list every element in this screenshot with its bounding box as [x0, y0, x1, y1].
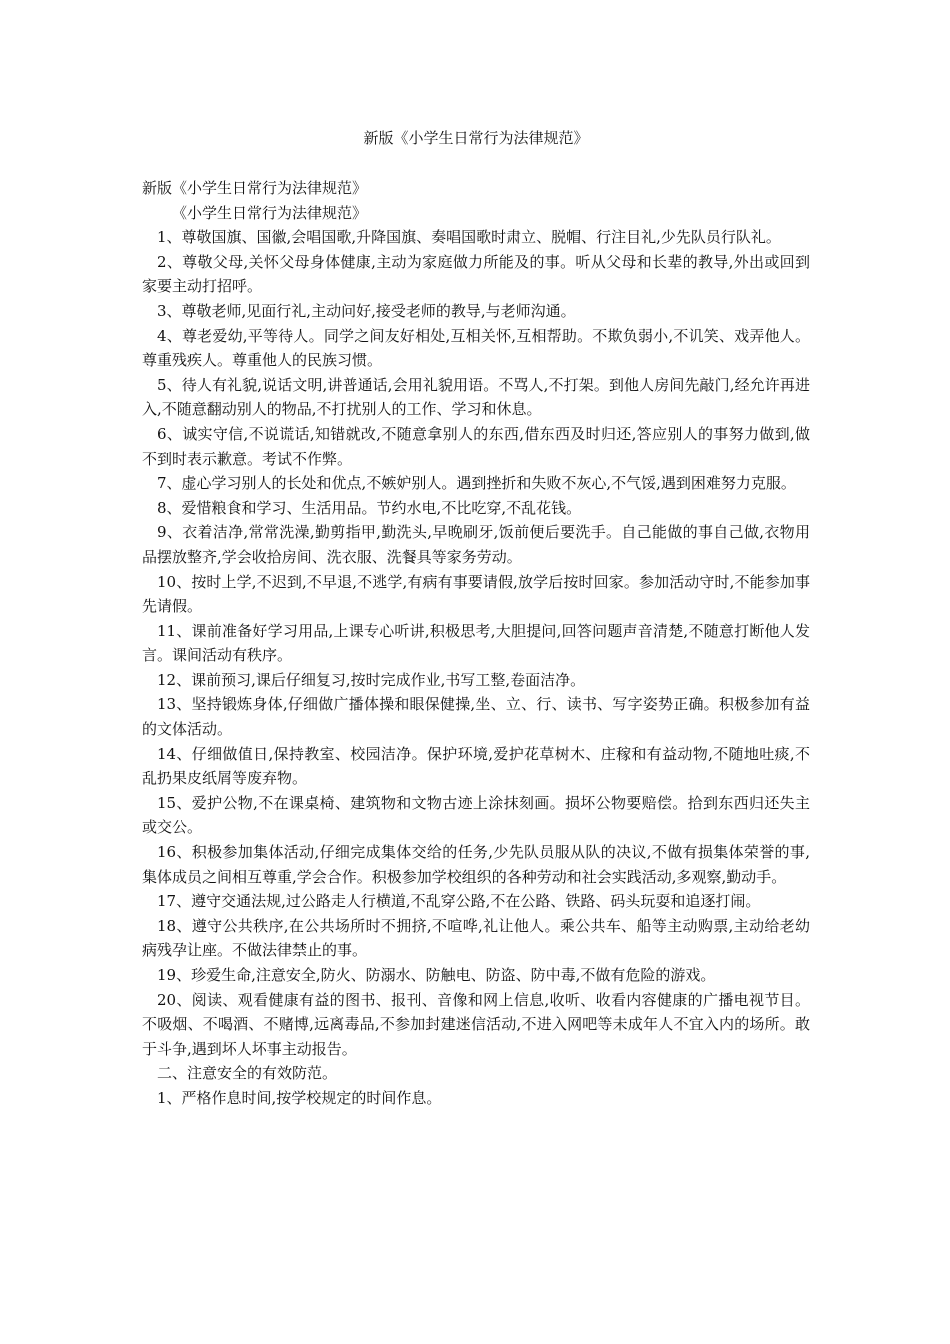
rule-item-13: 13、坚持锻炼身体,仔细做广播体操和眼保健操,坐、立、行、读书、写字姿势正确。积极参加有益的文体活动。	[142, 695, 810, 739]
rule-item-10: 10、按时上学,不迟到,不早退,不逃学,有病有事要请假,放学后按时回家。参加活动守时,不能参加事先请假。	[142, 572, 810, 616]
rule-item-17: 17、遵守交通法规,过公路走人行横道,不乱穿公路,不在公路、铁路、码头玩耍和追逐打闹。	[157, 892, 761, 911]
rule-item-7: 7、虚心学习别人的长处和优点,不嫉妒别人。遇到挫折和失败不灰心,不气馁,遇到困难努力克服。	[157, 474, 796, 493]
rule-item-3: 3、尊敬老师,见面行礼,主动问好,接受老师的教导,与老师沟通。	[157, 301, 576, 320]
rule-item-6: 6、诚实守信,不说谎话,知错就改,不随意拿别人的东西,借东西及时归还,答应别人的事努力做到,做不到时表示歉意。考试不作弊。	[142, 424, 810, 468]
heading-line: 新版《小学生日常行为法律规范》	[142, 179, 368, 197]
rule-item-15: 15、爱护公物,不在课桌椅、建筑物和文物古迹上涂抹刻画。损坏公物要赔偿。拾到东西归还失主或交公。	[142, 793, 810, 837]
rule-item-5: 5、待人有礼貌,说话文明,讲普通话,会用礼貌用语。不骂人,不打架。到他人房间先敲门,经允许再进入,不随意翻动别人的物品,不打扰别人的工作、学习和休息。	[142, 375, 810, 419]
rule-item-18: 18、遵守公共秩序,在公共场所时不拥挤,不喧哗,礼让他人。乘公共车、船等主动购票,主动给老幼病残孕让座。不做法律禁止的事。	[142, 916, 810, 960]
rule-item-8: 8、爱惜粮食和学习、生活用品。节约水电,不比吃穿,不乱花钱。	[157, 498, 582, 517]
rule-item-2: 2、尊敬父母,关怀父母身体健康,主动为家庭做力所能及的事。听从父母和长辈的教导,外出或回到家要主动打招呼。	[142, 252, 810, 296]
rule-item-20: 20、阅读、观看健康有益的图书、报刊、音像和网上信息,收听、收看内容健康的广播电视节目。不吸烟、不喝酒、不赌博,远离毒品,不参加封建迷信活动,不进入网吧等未成年人不宜入内的场所。敢于斗争,遇到坏人坏事主动报告。	[142, 990, 810, 1058]
rule-item-12: 12、课前预习,课后仔细复习,按时完成作业,书写工整,卷面洁净。	[157, 670, 586, 689]
rule-item-9: 9、衣着洁净,常常洗澡,勤剪指甲,勤洗头,早晚刷牙,饭前便后要洗手。自己能做的事自己做,衣物用品摆放整齐,学会收拾房间、洗衣服、洗餐具等家务劳动。	[142, 523, 810, 566]
rule-item-1: 1、尊敬国旗、国徽,会唱国歌,升降国旗、奏唱国歌时肃立、脱帽、行注目礼,少先队员行队礼。	[157, 228, 781, 247]
subheading-line: 《小学生日常行为法律规范》	[172, 203, 368, 222]
section-two-heading: 二、注意安全的有效防范。	[157, 1064, 338, 1083]
rule-item-11: 11、课前准备好学习用品,上课专心听讲,积极思考,大胆提问,回答问题声音清楚,不随意打断他人发言。课间活动有秩序。	[142, 621, 810, 665]
rule-item-19: 19、珍爱生命,注意安全,防火、防溺水、防触电、防盗、防中毒,不做有危险的游戏。	[157, 966, 716, 984]
document-body	[142, 176, 810, 1111]
section-two-item-1: 1、严格作息时间,按学校规定的时间作息。	[157, 1088, 442, 1107]
rule-item-4: 4、尊老爱幼,平等待人。同学之间友好相处,互相关怀,互相帮助。不欺负弱小,不讥笑、戏弄他人。尊重残疾人。尊重他人的民族习惯。	[142, 326, 810, 370]
page-title: 新版《小学生日常行为法律规范》	[363, 129, 589, 147]
rule-item-14: 14、仔细做值日,保持教室、校园洁净。保护环境,爱护花草树木、庄稼和有益动物,不随地吐痰,不乱扔果皮纸屑等废弃物。	[142, 744, 810, 788]
rule-item-16: 16、积极参加集体活动,仔细完成集体交给的任务,少先队员服从队的决议,不做有损集体荣誉的事,集体成员之间相互尊重,学会合作。积极参加学校组织的各种劳动和社会实践活动,多观察,勤动手。	[142, 843, 810, 886]
